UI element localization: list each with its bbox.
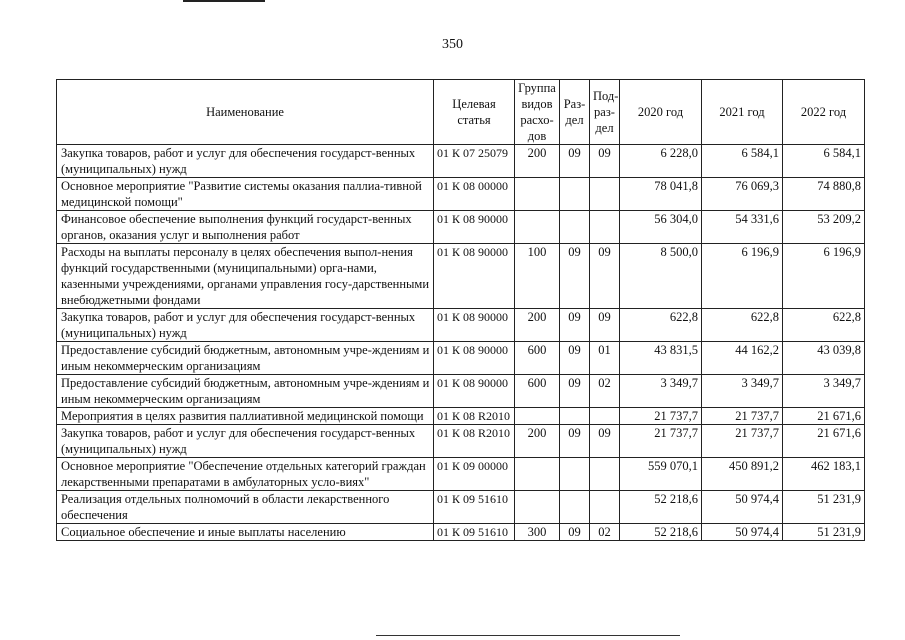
cell-y2021: 50 974,4 [702,491,783,524]
cell-section: 09 [560,145,590,178]
cell-name: Закупка товаров, работ и услуг для обеспечения государст-венных (муниципальных) нужд [57,145,434,178]
cell-section: 09 [560,342,590,375]
cell-section: 09 [560,375,590,408]
budget-table [56,79,865,541]
cell-name: Основное мероприятие "Обеспечение отдельных категорий граждан лекарственными препаратами в амбулаторных усло-виях" [57,458,434,491]
cell-name: Расходы на выплаты персоналу в целях обеспечения выпол-нения функций государственными (муниципальными) орга-нами, казенными учреждениями, органами управления госу-дарственными внебюджетными фондами [57,244,434,309]
table-row [57,375,865,408]
cell-group: 600 [515,375,560,408]
cell-group [515,408,560,425]
cell-y2020: 21 737,7 [620,425,702,458]
cell-code: 01 К 08 90000 [434,211,515,244]
cell-name: Закупка товаров, работ и услуг для обеспечения государст-венных (муниципальных) нужд [57,309,434,342]
cell-y2021: 450 891,2 [702,458,783,491]
cell-group: 100 [515,244,560,309]
cell-name: Социальное обеспечение и иные выплаты населению [57,524,434,541]
table-row [57,145,865,178]
cell-group [515,178,560,211]
header-2020: 2020 год [620,80,702,145]
header-subsection: Под-раз-дел [590,80,620,145]
header-code: Целевая статья [434,80,515,145]
table-row [57,342,865,375]
cell-name: Предоставление субсидий бюджетным, автономным учре-ждениям и иным некоммерческим организациям [57,375,434,408]
cell-code: 01 К 09 00000 [434,458,515,491]
cell-group: 200 [515,145,560,178]
table-row [57,211,865,244]
bottom-rule [376,635,680,636]
table-row [57,408,865,425]
cell-subsection: 02 [590,375,620,408]
cell-y2022: 6 584,1 [783,145,865,178]
cell-group [515,491,560,524]
cell-name: Основное мероприятие "Развитие системы оказания паллиа-тивной медицинской помощи" [57,178,434,211]
cell-code: 01 К 08 90000 [434,342,515,375]
cell-y2021: 21 737,7 [702,425,783,458]
cell-subsection [590,211,620,244]
cell-code: 01 К 08 R2010 [434,408,515,425]
cell-y2020: 52 218,6 [620,491,702,524]
cell-subsection: 02 [590,524,620,541]
cell-code: 01 К 08 00000 [434,178,515,211]
header-name: Наименование [57,80,434,145]
cell-y2021: 21 737,7 [702,408,783,425]
cell-name: Финансовое обеспечение выполнения функций государст-венных органов, оказания услуг и выполнения работ [57,211,434,244]
cell-section [560,178,590,211]
cell-y2020: 3 349,7 [620,375,702,408]
cell-y2022: 53 209,2 [783,211,865,244]
cell-y2020: 43 831,5 [620,342,702,375]
table-row [57,491,865,524]
cell-y2020: 6 228,0 [620,145,702,178]
cell-y2020: 52 218,6 [620,524,702,541]
cell-y2020: 559 070,1 [620,458,702,491]
cell-code: 01 К 09 51610 [434,524,515,541]
cell-subsection [590,178,620,211]
page-number: 350 [442,37,463,52]
cell-section [560,408,590,425]
cell-group: 300 [515,524,560,541]
cell-y2022: 462 183,1 [783,458,865,491]
cell-y2020: 21 737,7 [620,408,702,425]
header-2021: 2021 год [702,80,783,145]
top-rule [183,0,265,2]
cell-y2021: 50 974,4 [702,524,783,541]
cell-y2022: 21 671,6 [783,425,865,458]
cell-y2021: 6 584,1 [702,145,783,178]
cell-section: 09 [560,309,590,342]
cell-subsection [590,408,620,425]
header-section: Раз-дел [560,80,590,145]
cell-section: 09 [560,524,590,541]
cell-section [560,491,590,524]
cell-group: 200 [515,309,560,342]
cell-y2022: 51 231,9 [783,491,865,524]
cell-y2022: 43 039,8 [783,342,865,375]
header-group: Группа видов расхо-дов [515,80,560,145]
cell-name: Предоставление субсидий бюджетным, автономным учре-ждениям и иным некоммерческим организациям [57,342,434,375]
cell-group [515,458,560,491]
table-row [57,425,865,458]
cell-group [515,211,560,244]
cell-code: 01 К 07 25079 [434,145,515,178]
table-row [57,178,865,211]
cell-section [560,458,590,491]
cell-subsection: 09 [590,425,620,458]
cell-name: Реализация отдельных полномочий в области лекарственного обеспечения [57,491,434,524]
cell-y2022: 3 349,7 [783,375,865,408]
cell-y2021: 44 162,2 [702,342,783,375]
cell-y2020: 8 500,0 [620,244,702,309]
cell-y2022: 6 196,9 [783,244,865,309]
header-row [57,80,865,145]
cell-name: Закупка товаров, работ и услуг для обеспечения государст-венных (муниципальных) нужд [57,425,434,458]
cell-code: 01 К 09 51610 [434,491,515,524]
cell-y2022: 74 880,8 [783,178,865,211]
cell-code: 01 К 08 90000 [434,244,515,309]
cell-y2020: 78 041,8 [620,178,702,211]
cell-subsection [590,458,620,491]
cell-y2020: 622,8 [620,309,702,342]
cell-code: 01 К 08 90000 [434,309,515,342]
cell-y2021: 54 331,6 [702,211,783,244]
cell-subsection [590,491,620,524]
cell-y2022: 21 671,6 [783,408,865,425]
cell-y2021: 622,8 [702,309,783,342]
cell-group: 600 [515,342,560,375]
cell-subsection: 01 [590,342,620,375]
table-row [57,244,865,309]
cell-code: 01 К 08 90000 [434,375,515,408]
cell-y2021: 76 069,3 [702,178,783,211]
table-row [57,309,865,342]
cell-section: 09 [560,244,590,309]
cell-group: 200 [515,425,560,458]
cell-subsection: 09 [590,309,620,342]
cell-section [560,211,590,244]
cell-name: Мероприятия в целях развития паллиативной медицинской помощи [57,408,434,425]
cell-section: 09 [560,425,590,458]
cell-y2020: 56 304,0 [620,211,702,244]
cell-y2021: 6 196,9 [702,244,783,309]
cell-y2022: 51 231,9 [783,524,865,541]
table-row [57,524,865,541]
header-2022: 2022 год [783,80,865,145]
cell-subsection: 09 [590,244,620,309]
cell-y2021: 3 349,7 [702,375,783,408]
table-body [57,145,865,541]
table-row [57,458,865,491]
cell-subsection: 09 [590,145,620,178]
cell-y2022: 622,8 [783,309,865,342]
cell-code: 01 К 08 R2010 [434,425,515,458]
